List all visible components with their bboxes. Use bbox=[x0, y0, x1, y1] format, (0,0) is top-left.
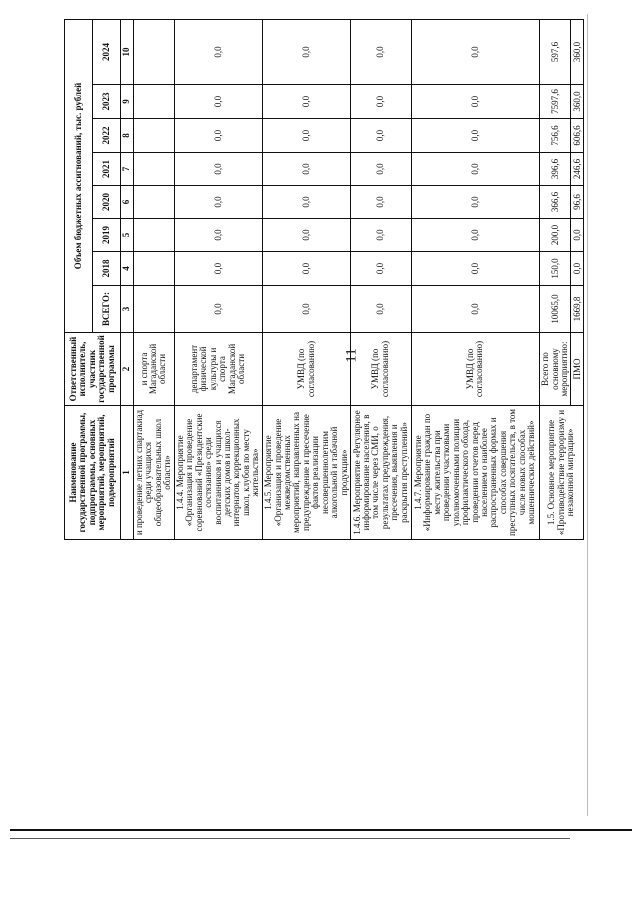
value-cell: 606,6 bbox=[571, 119, 584, 153]
value-cell: 0,0 bbox=[262, 153, 350, 186]
value-cell: 1669,8 bbox=[571, 286, 584, 333]
value-cell: 0,0 bbox=[351, 252, 411, 286]
value-cell: 0,0 bbox=[351, 219, 411, 252]
bottom-rule bbox=[10, 829, 632, 831]
value-cell: 0,0 bbox=[411, 19, 540, 84]
index-cell: 6 bbox=[121, 186, 133, 219]
value-cell: 0,0 bbox=[571, 252, 584, 286]
value-cell: 0,0 bbox=[411, 153, 540, 186]
value-cell: 0,0 bbox=[411, 119, 540, 153]
index-cell: 1 bbox=[121, 406, 133, 540]
value-cell: 0,0 bbox=[262, 186, 350, 219]
row-exec: УМВД (по согласованию) bbox=[411, 333, 540, 406]
value-cell: 0,0 bbox=[174, 119, 262, 153]
value-cell: 0,0 bbox=[411, 85, 540, 119]
index-cell: 7 bbox=[121, 153, 133, 186]
row-name: 1.4.4. Мероприятие «Организация и проведение соревнований «Президентские состязания» среди воспитанников и учащихся детских домов и школ-интернатов, коррекционных школ, клубов по месту жительства» bbox=[174, 406, 262, 540]
value-cell: 200,0 bbox=[540, 219, 571, 252]
row-name: и проведение летних спартакиад среди учащихся общеобразовательных школ области» bbox=[133, 406, 174, 540]
table-row bbox=[351, 19, 411, 539]
value-cell: 0,0 bbox=[174, 186, 262, 219]
header-total: ВСЕГО: bbox=[93, 286, 121, 333]
value-cell: 360,0 bbox=[571, 19, 584, 84]
value-cell: 756,6 bbox=[540, 119, 571, 153]
index-cell: 9 bbox=[121, 85, 133, 119]
value-cell bbox=[133, 286, 174, 333]
value-cell: 360,0 bbox=[571, 85, 584, 119]
value-cell: 0,0 bbox=[262, 286, 350, 333]
value-cell: 0,0 bbox=[174, 252, 262, 286]
value-cell: 0,0 bbox=[262, 85, 350, 119]
value-cell: 96,6 bbox=[571, 186, 584, 219]
value-cell: 0,0 bbox=[174, 219, 262, 252]
table-row bbox=[540, 19, 571, 539]
header-year: 2020 bbox=[93, 186, 121, 219]
page-edge-line bbox=[587, 14, 588, 816]
index-cell: 3 bbox=[121, 286, 133, 333]
budget-table bbox=[64, 19, 584, 540]
value-cell: 0,0 bbox=[174, 19, 262, 84]
row-name: 1.4.5. Мероприятие «Организация и проведение межведомственных мероприятий, направленных на предупреждение и пресечение фактов реализации несовершеннолетним алкогольной и табачной продукции» bbox=[262, 406, 350, 540]
row-exec: Всего по основному мероприятию: bbox=[540, 333, 571, 406]
value-cell: 0,0 bbox=[351, 19, 411, 84]
row-name: 1.5. Основное мероприятие «Противодействие терроризму и незаконной миграции» bbox=[540, 406, 584, 540]
header-budget: Объем бюджетных ассигнований, тыс. рублей bbox=[65, 19, 93, 332]
value-cell: 7597,6 bbox=[540, 85, 571, 119]
header-year: 2022 bbox=[93, 119, 121, 153]
value-cell: 0,0 bbox=[351, 85, 411, 119]
header-exec: Ответственный исполнитель, участник государственной программы bbox=[65, 333, 121, 406]
header-year: 2021 bbox=[93, 153, 121, 186]
value-cell: 0,0 bbox=[351, 186, 411, 219]
value-cell: 0,0 bbox=[411, 252, 540, 286]
value-cell: 0,0 bbox=[411, 286, 540, 333]
value-cell: 0,0 bbox=[351, 153, 411, 186]
value-cell: 150,0 bbox=[540, 252, 571, 286]
header-name: Наименование государственной программы, подпрограммы, основных мероприятий, мероприятий, подмероприятий bbox=[65, 406, 121, 540]
header-year: 2023 bbox=[93, 85, 121, 119]
page-number: 11 bbox=[343, 348, 360, 363]
value-cell: 0,0 bbox=[174, 85, 262, 119]
header-year: 2024 bbox=[93, 19, 121, 84]
index-cell: 4 bbox=[121, 252, 133, 286]
header-row-1 bbox=[65, 19, 93, 539]
value-cell: 0,0 bbox=[571, 219, 584, 252]
value-cell bbox=[133, 119, 174, 153]
row-name: 1.4.6. Мероприятие «Регулярное информирование населения, в том числе через СМИ, о результатах предупреждения, пресечения, выявления и раскрытия преступлений» bbox=[351, 406, 411, 540]
table-row bbox=[262, 19, 350, 539]
index-cell: 2 bbox=[121, 333, 133, 406]
value-cell: 0,0 bbox=[174, 286, 262, 333]
value-cell bbox=[133, 186, 174, 219]
value-cell: 0,0 bbox=[411, 186, 540, 219]
value-cell: 0,0 bbox=[262, 219, 350, 252]
value-cell: 396,6 bbox=[540, 153, 571, 186]
index-row bbox=[121, 19, 133, 539]
value-cell bbox=[133, 153, 174, 186]
value-cell: 0,0 bbox=[351, 286, 411, 333]
value-cell: 246,6 bbox=[571, 153, 584, 186]
row-exec: ПМО bbox=[571, 333, 584, 406]
value-cell: 597,6 bbox=[540, 19, 571, 84]
row-exec: и спорта Магаданской области bbox=[133, 333, 174, 406]
value-cell bbox=[133, 19, 174, 84]
value-cell: 0,0 bbox=[262, 119, 350, 153]
header-year: 2019 bbox=[93, 219, 121, 252]
row-exec: УМВД (по согласованию) bbox=[351, 333, 411, 406]
value-cell: 0,0 bbox=[262, 19, 350, 84]
table-row bbox=[174, 19, 262, 539]
value-cell: 0,0 bbox=[174, 153, 262, 186]
header-year: 2018 bbox=[93, 252, 121, 286]
value-cell bbox=[133, 219, 174, 252]
table-row bbox=[133, 19, 174, 539]
value-cell bbox=[133, 252, 174, 286]
table-row bbox=[411, 19, 540, 539]
index-cell: 8 bbox=[121, 119, 133, 153]
row-exec: УМВД (по согласованию) bbox=[262, 333, 350, 406]
value-cell: 10065,0 bbox=[540, 286, 571, 333]
value-cell: 0,0 bbox=[411, 219, 540, 252]
value-cell: 0,0 bbox=[262, 252, 350, 286]
value-cell: 366,6 bbox=[540, 186, 571, 219]
row-exec: департамент физической культуры и спорта Магаданской области bbox=[174, 333, 262, 406]
bottom-rule-thin bbox=[10, 838, 570, 839]
value-cell: 0,0 bbox=[351, 119, 411, 153]
index-cell: 10 bbox=[121, 19, 133, 84]
index-cell: 5 bbox=[121, 219, 133, 252]
row-name: 1.4.7. Мероприятие «Информирование граждан по месту жительства при проведении участковыми уполномоченными полиции профилактического обхода, проведении отчетов перед населением о наиболее распространенных формах и способах совершения преступных посягательств, в том числе новых способах мошеннических действий» bbox=[411, 406, 540, 540]
value-cell bbox=[133, 85, 174, 119]
